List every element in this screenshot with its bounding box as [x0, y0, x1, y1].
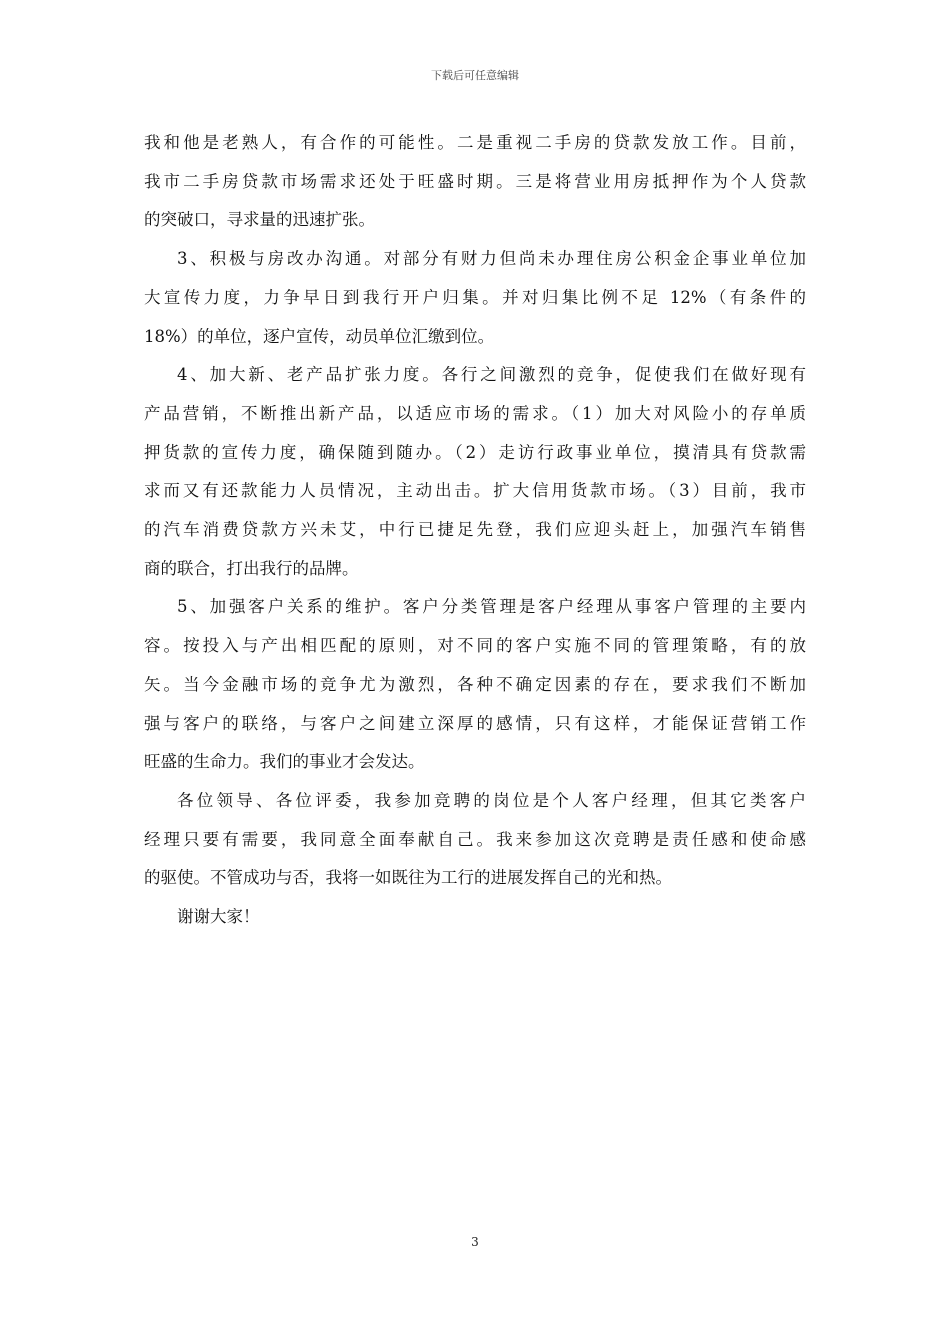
text-line: 押货款的宣传力度，确保随到随办。（2）走访行政事业单位，摸清具有贷款需: [144, 442, 806, 462]
text-line: 的驱使。不管成功与否，我将一如既往为工行的进展发挥自己的光和热。: [144, 868, 672, 888]
text-line: 18%）的单位，逐户宣传，动员单位汇缴到位。: [144, 326, 495, 346]
text-line: 的汽车消费贷款方兴未艾，中行已捷足先登，我们应迎头赶上，加强汽车销售: [144, 520, 806, 540]
page-number: 3: [471, 1235, 479, 1249]
text-line: 求而又有还款能力人员情况，主动出击。扩大信用货款市场。（3）目前，我市: [144, 481, 806, 501]
text-line: 强与客户的联络，与客户之间建立深厚的感情，只有这样，才能保证营销工作: [144, 713, 806, 733]
text-line: 矢。当今金融市场的竞争尤为激烈，各种不确定因素的存在，要求我们不断加: [144, 674, 806, 694]
text-line: 我和他是老熟人，有合作的可能性。二是重视二手房的贷款发放工作。目前，: [144, 133, 806, 152]
text-line: 商的联合，打出我行的品牌。: [144, 558, 359, 578]
text-line: 产品营销，不断推出新产品，以适应市场的需求。（1）加大对风险小的存单质: [144, 403, 806, 423]
text-line: 各位领导、各位评委，我参加竞聘的岗位是个人客户经理，但其它类客户: [177, 790, 806, 810]
paragraph: [144, 240, 806, 356]
paragraph: [144, 356, 806, 588]
text-line: 4、加大新、老产品扩张力度。各行之间激烈的竞争，促使我们在做好现有: [177, 365, 806, 385]
text-line: 3、积极与房改办沟通。对部分有财力但尚未办理住房公积金企事业单位加: [177, 249, 806, 269]
text-line: 容。按投入与产出相匹配的原则，对不同的客户实施不同的管理策略，有的放: [144, 636, 806, 656]
paragraph: [144, 588, 806, 782]
paragraph: [144, 782, 806, 898]
paragraph: [144, 898, 806, 937]
paragraph: [144, 124, 806, 240]
text-line: 经理只要有需要，我同意全面奉献自己。我来参加这次竞聘是责任感和使命感: [144, 829, 806, 849]
text-line: 我市二手房贷款市场需求还处于旺盛时期。三是将营业用房抵押作为个人贷款: [144, 171, 806, 191]
document-body: [144, 124, 806, 937]
text-line: 旺盛的生命力。我们的事业才会发达。: [144, 752, 425, 772]
text-line: 的突破口，寻求量的迅速扩张。: [144, 210, 375, 230]
text-line: 谢谢大家！: [177, 907, 260, 927]
page-header: 下载后可任意编辑: [431, 69, 519, 82]
text-line: 大宣传力度，力争早日到我行开户归集。并对归集比例不足 12%（有条件的: [144, 287, 806, 307]
text-line: 5、加强客户关系的维护。客户分类管理是客户经理从事客户管理的主要内: [177, 597, 806, 617]
